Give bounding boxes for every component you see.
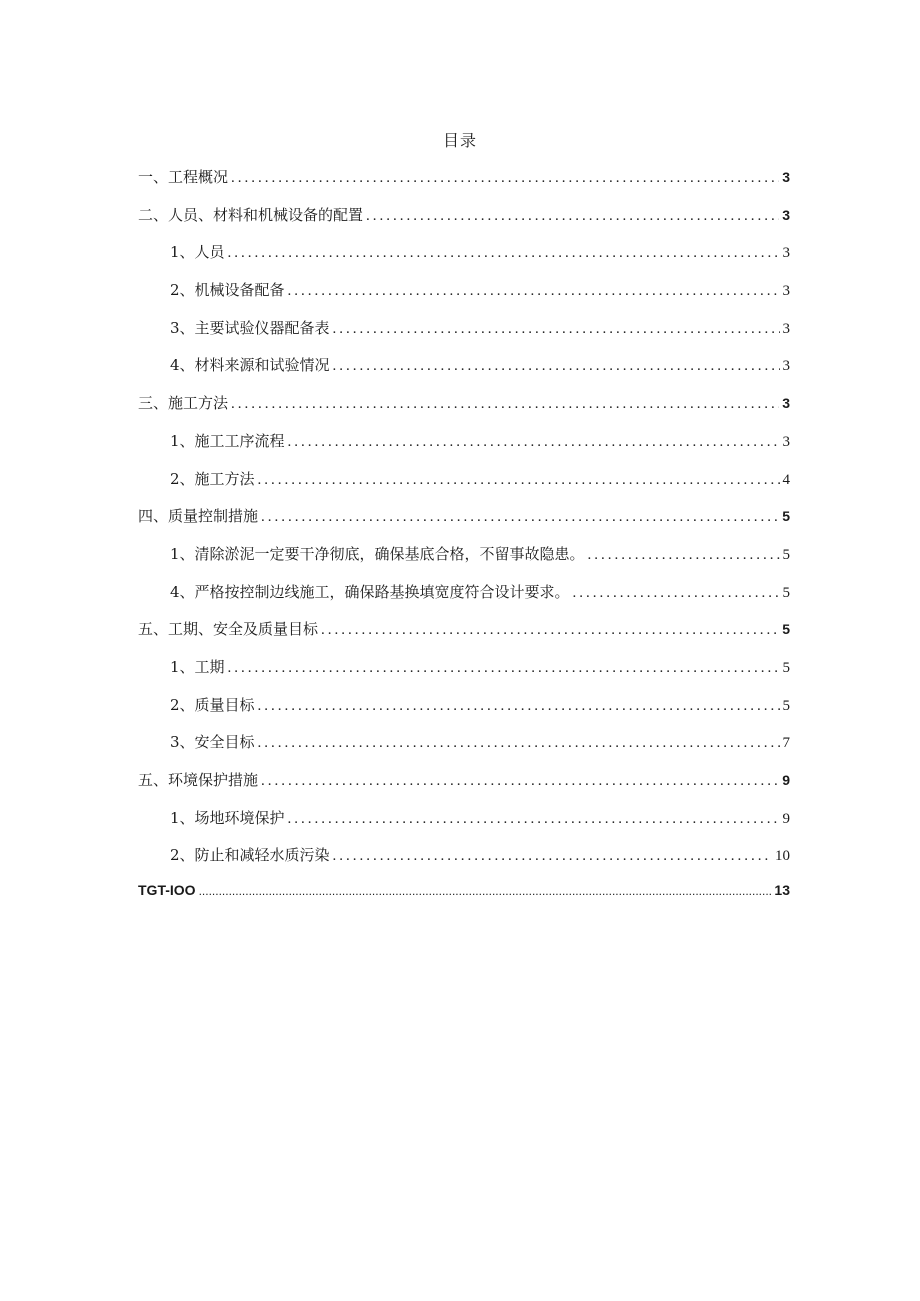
toc-entry[interactable] xyxy=(138,505,790,543)
toc-entry[interactable] xyxy=(138,844,790,882)
toc-leader-dots xyxy=(288,434,780,451)
toc-leader-dots xyxy=(588,547,780,564)
toc-title: 目录 xyxy=(442,131,477,150)
toc-leader-dots xyxy=(231,396,779,413)
toc-entry-page-number: 9 xyxy=(782,810,790,827)
toc-list xyxy=(138,166,790,920)
toc-entry[interactable] xyxy=(138,581,790,619)
toc-entry-page-number: 5 xyxy=(782,584,790,601)
toc-entry[interactable] xyxy=(138,468,790,506)
toc-leader-dots xyxy=(333,358,780,375)
toc-leader-dots xyxy=(321,622,779,639)
toc-entry[interactable] xyxy=(138,354,790,392)
toc-leader-dots xyxy=(288,811,780,828)
toc-entry[interactable] xyxy=(138,317,790,355)
toc-entry[interactable] xyxy=(138,694,790,732)
toc-entry-page-number: 5 xyxy=(782,546,790,563)
toc-entry-page-number: 3 xyxy=(782,433,790,450)
toc-entry-page-number: 13 xyxy=(774,882,790,899)
toc-entry-label: 一、工程概况 xyxy=(138,168,229,186)
toc-entry-page-number: 3 xyxy=(782,283,790,300)
toc-entry-page-number: 5 xyxy=(782,621,790,638)
toc-entry-page-number: 5 xyxy=(782,659,790,676)
toc-leader-dots xyxy=(366,208,779,225)
toc-entry-label: 1、场地环境保护 xyxy=(170,808,285,827)
toc-entry-page-number: 4 xyxy=(782,471,790,488)
toc-entry-label: 四、质量控制措施 xyxy=(138,507,259,526)
toc-leader-dots xyxy=(199,884,772,898)
toc-entry-label: 五、工期、安全及质量目标 xyxy=(138,620,319,639)
toc-entry[interactable] xyxy=(138,392,790,430)
toc-entry-page-number: 3 xyxy=(782,395,790,412)
toc-entry[interactable] xyxy=(138,882,790,920)
toc-entry-page-number: 3 xyxy=(782,245,790,262)
toc-entry-label: 1、工期 xyxy=(170,657,225,676)
toc-entry[interactable] xyxy=(138,807,790,845)
toc-entry[interactable] xyxy=(138,241,790,279)
toc-entry-label: 4、材料来源和试验情况 xyxy=(170,356,330,375)
toc-entry-label: 三、施工方法 xyxy=(138,394,229,413)
toc-leader-dots xyxy=(333,321,780,338)
toc-entry-label: 2、机械设备配备 xyxy=(170,281,285,300)
toc-leader-dots xyxy=(258,735,780,752)
toc-entry-label: TGT-IOO xyxy=(138,882,196,899)
toc-entry[interactable] xyxy=(138,430,790,468)
toc-entry-label: 2、防止和减轻水质污染 xyxy=(170,846,330,865)
toc-entry-page-number: 3 xyxy=(782,358,790,375)
toc-leader-dots xyxy=(258,698,780,715)
toc-entry-page-number: 9 xyxy=(782,772,790,788)
toc-entry-label: 1、清除淤泥一定要干净彻底，确保基底合格，不留事故隐患。 xyxy=(170,544,585,563)
toc-leader-dots xyxy=(288,283,780,300)
toc-entry-label: 1、施工工序流程 xyxy=(170,431,285,450)
toc-entry-label: 二、人员、材料和机械设备的配置 xyxy=(138,205,364,224)
toc-leader-dots xyxy=(333,848,772,865)
toc-entry-label: 3、安全目标 xyxy=(170,733,255,752)
toc-entry-page-number: 5 xyxy=(782,697,790,714)
toc-entry-label: 2、质量目标 xyxy=(170,695,255,714)
toc-entry-page-number: 10 xyxy=(775,848,790,865)
toc-entry-page-number: 3 xyxy=(782,206,790,223)
toc-entry-page-number: 5 xyxy=(782,508,790,525)
toc-entry[interactable] xyxy=(138,769,790,807)
toc-entry[interactable] xyxy=(138,731,790,769)
toc-entry[interactable] xyxy=(138,279,790,317)
toc-entry-label: 五、环境保护措施 xyxy=(138,771,259,789)
toc-entry-page-number: 3 xyxy=(782,169,790,185)
toc-entry-label: 1、人员 xyxy=(170,243,225,262)
toc-entry-label: 3、主要试验仪器配备表 xyxy=(170,318,330,337)
toc-entry[interactable] xyxy=(138,204,790,242)
toc-leader-dots xyxy=(228,660,780,677)
toc-entry[interactable] xyxy=(138,656,790,694)
toc-leader-dots xyxy=(258,472,780,489)
toc-leader-dots xyxy=(228,245,780,262)
toc-entry[interactable] xyxy=(138,166,790,204)
toc-leader-dots xyxy=(231,170,779,187)
toc-leader-dots xyxy=(261,509,779,526)
toc-entry-label: 2、施工方法 xyxy=(170,469,255,488)
toc-entry-page-number: 3 xyxy=(782,320,790,337)
toc-entry-label: 4、严格按控制边线施工，确保路基换填宽度符合设计要求。 xyxy=(170,582,570,601)
toc-entry[interactable] xyxy=(138,543,790,581)
toc-entry[interactable] xyxy=(138,618,790,656)
toc-entry-page-number: 7 xyxy=(782,735,790,752)
toc-leader-dots xyxy=(261,773,779,790)
toc-leader-dots xyxy=(573,585,780,602)
